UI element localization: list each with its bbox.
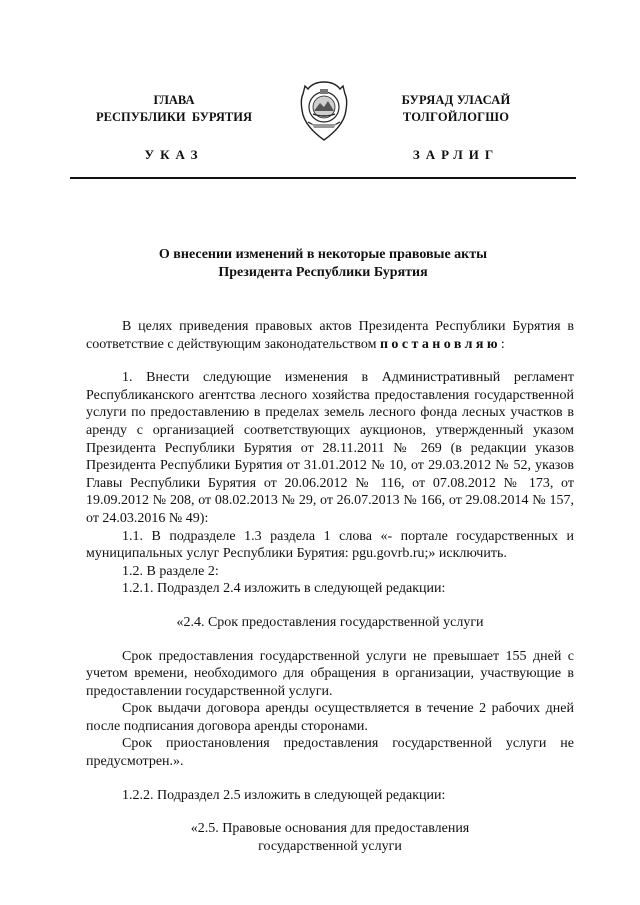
header-left-subtitle: РЕСПУБЛИКИ БУРЯТИЯ (95, 110, 253, 124)
section-2-5-title-line-2: государственной услуги (258, 838, 402, 854)
preamble-verb: постановляю (379, 336, 501, 352)
item-1-2: 1.2. В разделе 2: (122, 563, 219, 579)
header-right-block (356, 92, 556, 163)
preamble (86, 318, 574, 353)
document-title-line-1: О внесении изменений в некоторые правовые акты (158, 247, 488, 262)
header-divider (70, 177, 576, 179)
section-2-4-para-2: Срок выдачи договора аренды осуществляется в течение 2 рабочих дней после подписания договора аренды сторонами. (86, 701, 574, 734)
item-1-2-1: 1.2.1. Подраздел 2.4 изложить в следующей редакции: (122, 581, 446, 597)
header-left-title: ГЛАВА (153, 93, 195, 107)
header-right-title: БУРЯАД УЛАСАЙ (401, 93, 511, 107)
item-1-2-2: 1.2.2. Подраздел 2.5 изложить в следующей редакции: (122, 787, 446, 803)
section-2-4-para-1: Срок предоставления государственной услуги не превышает 155 дней с учетом времени, необходимого для обращения в организации, участвующие в предоставлении государственной услуги. (86, 648, 574, 699)
preamble-tail: : (500, 336, 505, 352)
header-left-doc-type: УКАЗ (144, 147, 204, 162)
document-title (70, 246, 576, 282)
document-body (86, 318, 574, 855)
item-1-1: 1.1. В подразделе 1.3 раздела 1 слова «- портале государственных и муниципальных услуг Республики Бурятия: pgu.govrb.ru;» исключить. (86, 528, 574, 562)
coat-of-arms-icon (298, 80, 350, 142)
preamble-text: В целях приведения правовых актов Президента Республики Бурятия в соответствие с действующим законодательством (86, 319, 574, 352)
section-2-4-para-3: Срок приостановления предоставления государственной услуги не предусмотрен.». (86, 736, 574, 770)
header-right-subtitle: ТОЛГОЙЛОГШО (402, 110, 510, 124)
item-1: 1. Внести следующие изменения в Административный регламент Республиканского агентства лесного хозяйства предоставления государственной услуги по предоставлению в пределах земель лесного фонда лесных участков в аренду с организацией соответствующих аукционов, утвержденный указом Президента Республики Бурятия от 28.11.2011 № 269 (в редакции указов Президента Республики Бурятия от 31.01.2012 № 10, от 29.03.2012 № 52, указов Главы Республики Бурятия от 20.06.2012 № 116, от 07.08.2012 № 173, от 19.09.2012 № 208, от 08.02.2013 № 29, от 26.07.2013 № 166, от 29.08.2014 № 157, от 24.03.2016 № 49): (86, 370, 574, 526)
section-2-4-title: «2.4. Срок предоставления государственной услуги (176, 614, 484, 630)
section-2-5-title-line-1: «2.5. Правовые основания для предоставления (190, 821, 470, 837)
header-left-block (74, 92, 274, 163)
header-right-doc-type: ЗАРЛИГ (412, 147, 500, 162)
document-title-line-2: Президента Республики Бурятия (218, 265, 428, 280)
